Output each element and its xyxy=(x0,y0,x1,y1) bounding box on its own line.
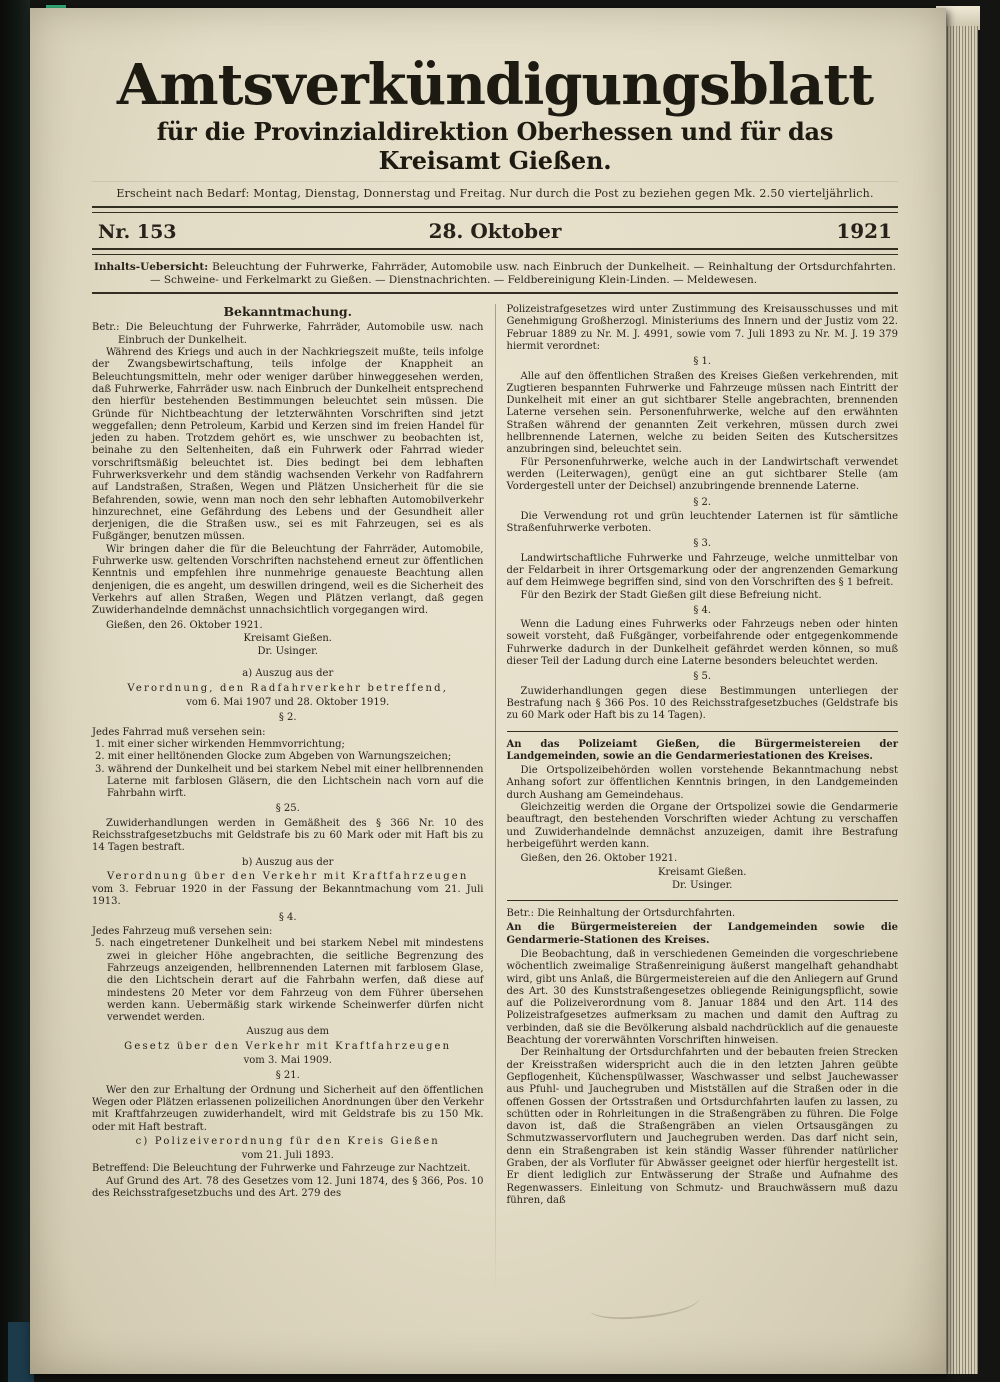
body-paragraph: Polizeistrafgesetzes wird unter Zustimmung des Kreisausschusses und mit Genehmigung Großherzogl. Ministeriums des Innern und der Justiz vom 22. Februar 1889 zu Nr. M. J. 4991, sowie vom 7. Juli 1893 zu Nr. M. J. 19 379 hiermit verordnet: xyxy=(506,304,898,352)
spacer xyxy=(92,659,484,666)
issue-date: 28. Oktober xyxy=(428,218,562,243)
body-paragraph: Wenn die Ladung eines Fuhrwerks oder Fahrzeugs neben oder hinten soweit vorsteht, daß Fußgänger, vorbeifahrende oder entgegenkommende Fuhrwerke dadurch in der Dunkelheit gefährdet werden können, so muß dieser Teil der Ladung durch eine Laterne besonders beleuchtet werden. xyxy=(506,619,898,668)
gazette-title: Amtsverkündigungsblatt xyxy=(116,52,874,118)
body-paragraph: Zuwiderhandlungen gegen diese Bestimmungen unterliegen der Bestrafung nach § 366 Pos. 10 des Reichsstrafgesetzbuches (Geldstrafe bis zu 60 Mark oder Haft bis zu 14 Tagen). xyxy=(506,685,898,722)
signature-name: Dr. Usinger. xyxy=(672,879,733,891)
regulation-title: Gesetz über den Verkehr mit Kraftfahrzeugen xyxy=(124,1040,452,1052)
issue-number: Nr. 153 xyxy=(98,220,177,243)
section-mark: § 2. xyxy=(693,496,712,508)
toc-text: Beleuchtung der Fuhrwerke, Fahrräder, Automobile usw. nach Einbruch der Dunkelheit. — Reinhaltung der Ortsdurchfahrten. — Schweine- und Ferkelmarkt zu Gießen. — Dienstnachrichten. — Feldbereinigung Klein-Linden. — Meldewesen. xyxy=(150,260,896,286)
body-paragraph: Der Reinhaltung der Ortsdurchfahrten und der bebauten freien Strecken der Kreisstraßen widerspricht auch die in den letzten Jahren geübte Gepflogenheit, Küchenspülwasser, Waschwasser und selbst Jauchewasser aus Pfuhl- und Jauchegruben und Mistställen auf die Straßen oder in die offenen Gossen der Ortsstraßen und Ortsdurchfahrten laufen zu lassen, zu schütten oder in Rohrleitungen in die Straßengräben zu führen. Die Folge davon ist, daß die Straßengräben an vielen Ortsausgängen zu Schmutzwasservorflutern und Jauchegruben werden. Das darf nicht sein, denn ein Straßengraben ist kein ständig Wasser führender natürlicher Graben, der als Vorfluter für Abwässer geeignet oder hierfür hergestellt ist. Er dient lediglich zur Entwässerung der Straße und Aufnahme des Regenwassers. Einleitung von Schmutz- und Brauchwässern muß dazu führen, daß xyxy=(506,1047,898,1206)
body-paragraph: Gleichzeitig werden die Organe der Ortspolizei sowie die Gendarmerie beauftragt, den bestehenden Vorschriften wieder Achtung zu verschaffen und Zuwiderhandelnde demnächst anzuzeigen, damit ihre Bestrafung herbeigeführt werden kann. xyxy=(506,802,898,850)
address-heading: An das Polizeiamt Gießen, die Bürgermeistereien der Landgemeinden, sowie an die Gendarmeriestationen des Kreises. xyxy=(506,738,898,762)
list-item: 3. während der Dunkelheit und bei starkem Nebel mit einer hellbrennenden Laterne mit farblosen Gläsern, die den Lichtschein nach vorn auf die Fahrbahn wirft. xyxy=(95,763,484,800)
divider-rule xyxy=(92,248,898,255)
body-paragraph: Jedes Fahrrad muß versehen sein: xyxy=(92,726,266,738)
gazette-subtitle: für die Provinzialdirektion Oberhessen und für das Kreisamt Gießen. xyxy=(156,116,834,175)
section-mark: § 3. xyxy=(693,538,712,550)
signature-office: Kreisamt Gießen. xyxy=(243,632,332,644)
section-mark: § 4. xyxy=(278,911,297,923)
signature-office: Kreisamt Gießen. xyxy=(658,866,747,878)
place-date-line: Gießen, den 26. Oktober 1921. xyxy=(106,619,263,631)
newspaper-page xyxy=(30,8,946,1374)
body-paragraph: Während des Kriegs und auch in der Nachkriegszeit mußte, teils infolge der Zwangsbewirtschaftung, teils infolge der Knappheit an Beleuchtungsmitteln, mehr oder weniger darüber hinweggesehen werden, daß Fuhrwerke, Fahrräder usw. nach Einbruch der Dunkelheit entsprechend den hierfür bestehenden Bestimmungen beleuchtet sein müssen. Die Gründe für Nichtbeachtung der letzterwähnten Vorschriften sind jetzt weggefallen; denn Petroleum, Karbid und Kerzen sind im freien Handel für jeden zu haben. Trotzdem gehört es, wie unschwer zu beobachten ist, beinahe zu den Seltenheiten, daß ein Fuhrwerk oder Fahrrad wieder vorschriftsmäßig beleuchtet ist. Dies bedingt bei dem lebhaften Fuhrwerksverkehr und dem ständig wachsenden Verkehr von Radfahrern auf Landstraßen, Straßen, Wegen und Plätzen Unsicherheit für die sie Befahrenden, sowie, wenn man noch den sehr lebhaften Automobilverkehr hinzurechnet, eine Gefährdung des Lebens und der Gesundheit aller derjenigen, die die Straßen usw., sei es mit Fahrzeugen, sei es als Fußgänger, benutzen müssen. xyxy=(92,347,484,543)
body-paragraph: Die Beobachtung, daß in verschiedenen Gemeinden die vorgeschriebene wöchentlich zweimalige Straßenreinigung äußerst mangelhaft gehandhabt wird, gibt uns Anlaß, die Bürgermeistereien auf die den Anliegern auf Grund des Art. 30 des Kunststraßengesetzes obliegende Reinigungspflicht, sowie auf die Polizeiverordnung vom 8. Januar 1884 und den Art. 114 des Polizeistrafgesetzes aufmerksam zu machen und damit den Auftrag zu verbinden, daß sie die Bevölkerung alsbald nachdrücklich auf die genaueste Beachtung der vorerwähnten Vorschriften hinweisen. xyxy=(506,949,898,1047)
left-column xyxy=(92,304,484,1292)
table-of-contents xyxy=(94,261,896,287)
regulation-date: vom 3. Mai 1909. xyxy=(243,1055,332,1067)
regulation-date: vom 21. Juli 1893. xyxy=(241,1150,334,1162)
publication-note: Erscheint nach Bedarf: Montag, Dienstag, Donnerstag und Freitag. Nur durch die Post zu beziehen gegen Mk. 2.50 vierteljährlich. xyxy=(116,186,874,200)
body-paragraph: Die Verwendung rot und grün leuchtender Laternen ist für sämtliche Straßenfuhrwerke verboten. xyxy=(506,510,898,535)
issue-bar xyxy=(92,215,898,246)
column-divider-rule xyxy=(495,304,496,1292)
regulation-date: vom 6. Mai 1907 und 28. Oktober 1919. xyxy=(186,697,390,709)
section-mark: § 5. xyxy=(693,671,712,683)
section-mark: § 25. xyxy=(275,803,300,815)
section-mark: § 1. xyxy=(693,356,712,368)
divider-rule xyxy=(92,181,898,182)
body-paragraph: Für Personenfuhrwerke, welche auch in der Landwirtschaft verwendet werden (Leiterwagen), genügt eine an gut sichtbarer Stelle (am Vordergestell unter der Deichsel) anzubringende brennende Laterne. xyxy=(506,456,898,493)
body-paragraph: Die Ortspolizeibehörden wollen vorstehende Bekanntmachung nebst Anhang sofort zur öffentlichen Kenntnis bringen, in den Landgemeinden durch Aushang am Gemeindehaus. xyxy=(506,765,898,801)
address-heading: An die Bürgermeistereien der Landgemeinden sowie die Gendarmerie-Stationen des Kreises. xyxy=(506,922,898,946)
list-item: 5. nach eingetretener Dunkelheit und bei starkem Nebel mit mindestens zwei in gleicher Höhe angebrachten, die seitliche Begrenzung des Fahrzeugs anzeigenden, hellbrennenden Laternen mit farblosem Glase, die den Lichtschein derart auf die Fahrbahn werfen, daß diese auf mindestens 20 Meter vor dem Fahrzeug von dem Führer übersehen werden kann. Uebermäßig stark wirkende Scheinwerfer dürfen nicht verwendet werden. xyxy=(95,938,484,1024)
body-paragraph: Wer den zur Erhaltung der Ordnung und Sicherheit auf den öffentlichen Wegen oder Plätzen erlassenen polizeilichen Anordnungen über den Verkehr mit Kraftfahrzeugen zuwiderhandelt, wird mit Geldstrafe bis zu 150 Mk. oder mit Haft bestraft. xyxy=(92,1084,484,1133)
section-divider xyxy=(507,900,899,901)
divider-rule xyxy=(92,292,898,294)
excerpt-label: b) Auszug aus der xyxy=(242,856,334,868)
regulation-title: Verordnung über den Verkehr mit Kraftfahrzeugen xyxy=(106,870,469,882)
excerpt-label: Auszug aus dem xyxy=(246,1026,330,1038)
body-paragraph: Für den Bezirk der Stadt Gießen gilt diese Befreiung nicht. xyxy=(520,589,822,601)
body-paragraph: Alle auf den öffentlichen Straßen des Kreises Gießen verkehrenden, mit Zugtieren bespannten Fuhrwerke und Fahrzeuge müssen nach Eintritt der Dunkelheit mit einer an gut sichtbarer Stelle angebrachten, brennenden Laterne versehen sein. Personenfuhrwerke, welche auf den erwähnten Straßen während der genannten Zeit verkehren, müssen durch zwei hellbrennende Laternen, welche zu beiden Seiten des Kutschersitzes anzubringen sind, beleuchtet sein. xyxy=(506,370,898,456)
body-paragraph: Landwirtschaftliche Fuhrwerke und Fahrzeuge, welche unmittelbar von der Feldarbeit in ihrer Ortsgemarkung oder der angrenzenden Gemarkung auf dem Heimwege begriffen sind, sind von den Vorschriften des § 1 befreit. xyxy=(506,552,898,589)
toc-label: Inhalts-Uebersicht: xyxy=(94,260,209,273)
regulation-title: Verordnung, den Radfahrverkehr betreffend, xyxy=(127,682,449,694)
subject-line: Betr.: Die Beleuchtung der Fuhrwerke, Fahrräder, Automobile usw. nach Einbruch der Dunkelheit. xyxy=(92,322,484,346)
body-paragraph: Jedes Fahrzeug muß versehen sein: xyxy=(92,926,273,938)
page-stack-edge xyxy=(942,26,978,1374)
list-item: 2. mit einer helltönenden Glocke zum Abgeben von Warnungszeichen; xyxy=(95,751,452,763)
section-divider xyxy=(507,731,899,732)
body-paragraph: Wir bringen daher die für die Beleuchtung der Fahrräder, Automobile, Fuhrwerke usw. geltenden Vorschriften nachstehend erneut zur öffentlichen Kenntnis und empfehlen ihre nunmehrige genaueste Beachtung allen denjenigen, die es angeht, um deswillen dringend, weil es die Sicherheit des Verkehrs auf allen Straßen, Wegen und Plätzen verlangt, daß gegen Zuwiderhandelnde demnächst unnachsichtlich vorgegangen wird. xyxy=(92,543,484,617)
section-mark: § 2. xyxy=(278,712,297,724)
section-mark: § 21. xyxy=(275,1070,300,1082)
right-column xyxy=(507,304,899,1292)
book-binding xyxy=(0,0,30,1382)
excerpt-label: a) Auszug aus der xyxy=(242,668,334,680)
article-body xyxy=(92,304,898,1292)
subject-line: Betr.: Die Reinhaltung der Ortsdurchfahrten. xyxy=(506,908,736,920)
regulation-date: vom 3. Februar 1920 in der Fassung der Bekanntmachung vom 21. Juli 1913. xyxy=(92,884,484,908)
issue-year: 1921 xyxy=(836,218,892,243)
article-heading: Bekanntmachung. xyxy=(223,304,353,320)
masthead xyxy=(92,52,898,294)
place-date-line: Gießen, den 26. Oktober 1921. xyxy=(520,853,678,865)
subject-line: Betreffend: Die Beleuchtung der Fuhrwerke und Fahrzeuge zur Nachtzeit. xyxy=(92,1163,471,1175)
body-paragraph: Auf Grund des Art. 78 des Gesetzes vom 12. Juni 1874, des § 366, Pos. 10 des Reichsstrafgesetzbuchs und des Art. 279 des xyxy=(92,1175,484,1200)
divider-rule xyxy=(92,206,898,213)
signature-name: Dr. Usinger. xyxy=(257,646,318,658)
body-paragraph: Zuwiderhandlungen werden in Gemäßheit des § 366 Nr. 10 des Reichsstrafgesetzbuchs mit Geldstrafe bis zu 60 Mark oder mit Haft bis zu 14 Tagen bestraft. xyxy=(92,817,484,854)
list-item: 1. mit einer sicher wirkenden Hemmvorrichtung; xyxy=(95,738,345,750)
section-mark: § 4. xyxy=(693,604,712,616)
regulation-title: c) Polizeiverordnung für den Kreis Gießen xyxy=(135,1135,440,1147)
